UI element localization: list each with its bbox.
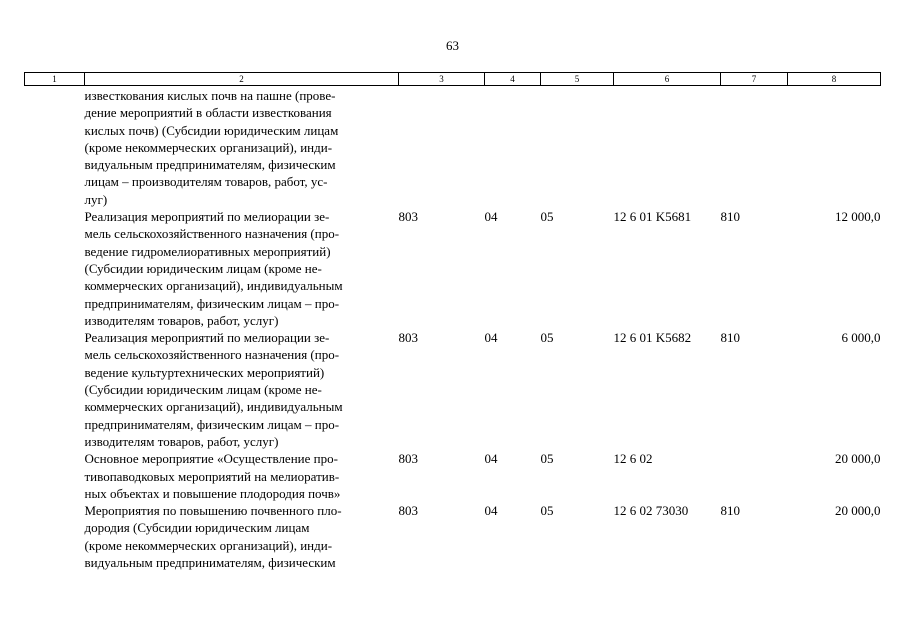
- item-name-line: изводителям товаров, работ, услуг): [84, 312, 279, 328]
- item-name-line: известкования кислых почв на пашне (прове-: [84, 88, 336, 103]
- header-col-7: 7: [721, 73, 788, 86]
- row-number-cell: [25, 208, 85, 329]
- amount-cell: [788, 86, 881, 209]
- item-name-line: видуальным предпринимателям, физическим: [84, 555, 336, 571]
- table-row: [25, 450, 881, 502]
- section-code-cell: [485, 86, 541, 209]
- item-name-line: предпринимателям, физическим лицам – про-: [84, 295, 340, 311]
- item-name-cell: [85, 450, 399, 502]
- item-name-line: коммерческих организаций), индивидуальным: [84, 278, 343, 294]
- expense-type-cell: [721, 86, 788, 209]
- header-col-1: 1: [25, 73, 85, 86]
- header-col-5: 5: [541, 73, 614, 86]
- subsection-code-cell: [541, 86, 614, 209]
- item-name-line: мель сельскохозяйственного назначения (про-: [84, 226, 340, 242]
- amount-cell: 20 000,0: [835, 451, 881, 467]
- item-name-line: ных объектах и повышение плодородия почв»: [84, 485, 341, 501]
- item-name-line: (кроме некоммерческих организаций), инди-: [84, 537, 333, 553]
- item-name-line: (кроме некоммерческих организаций), инди-: [84, 139, 333, 155]
- ministry-code-cell: 803: [398, 503, 418, 519]
- item-name-line: Реализация мероприятий по мелиорации зе-: [84, 209, 330, 225]
- row-number-cell: [25, 502, 85, 571]
- target-article-cell: 12 6 02: [613, 451, 653, 467]
- column-number-header: [25, 73, 881, 86]
- item-name-line: мель сельскохозяйственного назначения (про-: [84, 347, 340, 363]
- table-row: [25, 86, 881, 209]
- item-name-line: лицам – производителям товаров, работ, ус-: [84, 174, 328, 190]
- table-row: [25, 502, 881, 571]
- item-name-line: дородия (Субсидии юридическим лицам: [84, 520, 310, 536]
- header-col-6: 6: [614, 73, 721, 86]
- amount-cell: 12 000,0: [835, 209, 881, 225]
- subsection-code-cell: 05: [540, 503, 554, 519]
- row-number-cell: [25, 329, 85, 450]
- ministry-code-cell: 803: [398, 209, 418, 225]
- section-code-cell: 04: [484, 330, 498, 346]
- ministry-code-cell: 803: [398, 330, 418, 346]
- expense-type-cell: [721, 450, 788, 502]
- item-name-line: Мероприятия по повышению почвенного пло-: [84, 503, 342, 519]
- section-code-cell: 04: [484, 209, 498, 225]
- target-article-cell: 12 6 01 K5681: [613, 209, 692, 225]
- item-name-line: ведение гидромелиоративных мероприятий): [84, 243, 331, 259]
- item-name-line: ведение культуртехнических мероприятий): [84, 364, 325, 380]
- subsection-code-cell: 05: [540, 330, 554, 346]
- target-article-cell: [614, 86, 721, 209]
- subsection-code-cell: 05: [540, 209, 554, 225]
- table-row: [25, 208, 881, 329]
- item-name-cell: [85, 329, 399, 450]
- expense-type-cell: 810: [720, 330, 740, 346]
- ministry-code-cell: [399, 86, 485, 209]
- row-number-cell: [25, 450, 85, 502]
- page-number: 63: [446, 38, 459, 53]
- item-name-line: луг): [84, 191, 108, 207]
- amount-cell: 20 000,0: [835, 503, 881, 519]
- header-col-2: 2: [85, 73, 399, 86]
- ministry-code-cell: 803: [398, 451, 418, 467]
- item-name-cell: [85, 208, 399, 329]
- target-article-cell: 12 6 02 73030: [613, 503, 689, 519]
- expense-type-cell: 810: [720, 209, 740, 225]
- item-name-line: видуальным предпринимателям, физическим: [84, 157, 336, 173]
- header-col-4: 4: [485, 73, 541, 86]
- item-name-line: дение мероприятий в области известкования: [84, 105, 332, 121]
- item-name-line: Реализация мероприятий по мелиорации зе-: [84, 330, 330, 346]
- section-code-cell: 04: [484, 503, 498, 519]
- budget-table: [24, 72, 881, 571]
- expense-type-cell: 810: [720, 503, 740, 519]
- header-col-3: 3: [399, 73, 485, 86]
- target-article-cell: 12 6 01 K5682: [613, 330, 692, 346]
- row-number-cell: [25, 86, 85, 209]
- item-name-line: (Субсидии юридическим лицам (кроме не-: [84, 260, 322, 276]
- section-code-cell: 04: [484, 451, 498, 467]
- item-name-line: предпринимателям, физическим лицам – про-: [84, 416, 340, 432]
- table-row: [25, 329, 881, 450]
- subsection-code-cell: 05: [540, 451, 554, 467]
- item-name-line: кислых почв) (Субсидии юридическим лицам: [84, 122, 339, 138]
- item-name-line: изводителям товаров, работ, услуг): [84, 433, 279, 449]
- item-name-cell: [85, 502, 399, 571]
- amount-cell: 6 000,0: [841, 330, 881, 346]
- item-name-cell: [85, 86, 399, 209]
- header-col-8: 8: [788, 73, 881, 86]
- item-name-line: (Субсидии юридическим лицам (кроме не-: [84, 382, 322, 398]
- item-name-line: Основное мероприятие «Осуществление про-: [84, 451, 338, 467]
- item-name-line: тивопаводковых мероприятий на мелиоратив-: [84, 468, 340, 484]
- item-name-line: коммерческих организаций), индивидуальным: [84, 399, 343, 415]
